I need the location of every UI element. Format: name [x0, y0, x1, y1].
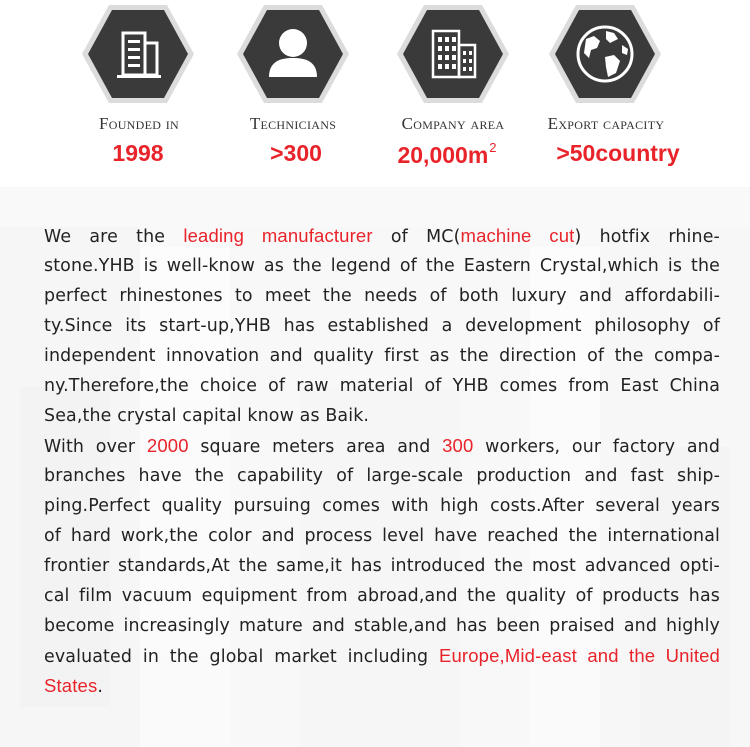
stat-value: >50country: [556, 140, 680, 166]
highlight-text: 2000: [146, 435, 189, 456]
highlight-text: machine cut: [460, 225, 575, 246]
globe-icon: [548, 3, 662, 105]
stat-value: 1998: [112, 140, 164, 166]
stat-label: Founded in: [98, 114, 180, 133]
intro-paragraph-1: [44, 221, 720, 431]
text-line: We are the leading manufacturer of MC(machine cut) hotfix rhine-: [44, 225, 720, 247]
highlight-text: Europe,Mid-east and the United: [438, 645, 720, 666]
text-line: cal film vacuum equipment from abroad,and the quality of products has: [44, 586, 720, 606]
text-line: branches have the capability of large-scale production and fast ship-: [44, 466, 720, 486]
text-line: ty.Since its start-up,YHB has established a development philosophy of: [44, 316, 720, 336]
building-icon: [81, 3, 195, 105]
highlight-text: States: [44, 675, 98, 696]
text-line: become increasingly mature and stable,and has been praised and highly: [44, 616, 720, 636]
person-icon: [236, 3, 350, 105]
text-line: With over 2000 square meters area and 300 workers, our factory and: [44, 435, 721, 457]
text-line: frontier standards,At the same,it has introduced the most advanced opti-: [44, 556, 720, 576]
stat-label: Export capacity: [547, 114, 665, 133]
stat-value: $20,000m^2$: [397, 140, 497, 168]
office-building-icon: [396, 3, 510, 105]
highlight-text: leading manufacturer: [183, 225, 373, 246]
company-stats: [0, 0, 750, 187]
text-line: ping.Perfect quality pursuing comes with high costs.After several years: [44, 496, 720, 516]
text-line: Sea,the crystal capital know as Baik.: [44, 406, 370, 426]
text-line: of hard work,the color and process level have reached the international: [44, 526, 720, 546]
stat-label: Company area: [401, 114, 505, 133]
highlight-text: 300: [442, 435, 474, 456]
stat-value: >300: [270, 140, 322, 166]
text-line: ny.Therefore,the choice of raw material of YHB comes from East China: [44, 376, 720, 396]
text-line: independent innovation and quality first as the direction of the compa-: [44, 346, 720, 366]
stat-label: Technicians: [249, 114, 337, 133]
text-line: perfect rhinestones to meet the needs of both luxury and affordabili-: [44, 286, 720, 306]
text-line: evaluated in the global market including Europe,Mid-east and the United: [44, 645, 720, 667]
intro-paragraph-2: [44, 431, 720, 701]
company-intro: [44, 221, 720, 701]
text-line: stone.YHB is well-know as the legend of the Eastern Crystal,which is the: [44, 256, 720, 276]
text-line: States.: [44, 675, 104, 697]
